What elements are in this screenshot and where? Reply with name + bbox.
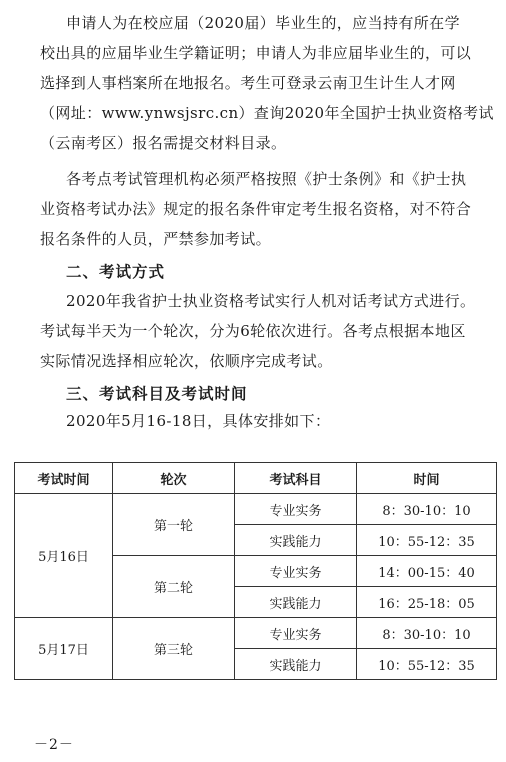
paragraph-qualification-review [40,164,486,254]
date-cell: 5月17日 [15,618,113,680]
paragraph-exam-method [40,286,486,376]
header-exam-date: 考试时间 [15,463,113,494]
paragraph-schedule-intro [40,406,486,436]
subject-cell: 实践能力 [235,587,357,618]
round-cell: 第二轮 [113,556,235,618]
text-line: 校出具的应届毕业生学籍证明；申请人为非应届毕业生的，可以 [40,44,472,62]
text-line: 选择到人事档案所在地报名。考生可登录云南卫生计生人才网 [40,74,456,92]
subject-cell: 实践能力 [235,525,357,556]
text-line: （云南考区）报名需提交材料目录。 [40,134,287,152]
time-cell: 8：30-10：10 [357,618,497,649]
subject-cell: 专业实务 [235,618,357,649]
header-round: 轮次 [113,463,235,494]
subject-cell: 专业实务 [235,494,357,525]
subject-cell: 实践能力 [235,649,357,680]
section-heading-exam-schedule: 三、考试科目及考试时间 [66,385,248,403]
page-number: －2－ [34,737,74,753]
header-time: 时间 [357,463,497,494]
time-cell: 8：30-10：10 [357,494,497,525]
section-heading-exam-method: 二、考试方式 [66,263,166,281]
subject-cell: 专业实务 [235,556,357,587]
round-cell: 第三轮 [113,618,235,680]
date-cell: 5月16日 [15,494,113,618]
text-line: 实际情况选择相应轮次，依顺序完成考试。 [40,352,333,370]
text-line: 各考点考试管理机构必须严格按照《护士条例》和《护士执 [66,170,467,188]
table-row [15,618,497,649]
text-line: 报名条件的人员，严禁参加考试。 [40,230,272,248]
time-cell: 14：00-15：40 [357,556,497,587]
text-line: 申请人为在校应届（2020届）毕业生的，应当持有所在学 [66,14,460,32]
time-cell: 10：55-12：35 [357,649,497,680]
text-line: 2020年我省护士执业资格考试实行人机对话考试方式进行。 [66,292,476,310]
header-subject: 考试科目 [235,463,357,494]
text-line: 考试每半天为一个轮次，分为6轮依次进行。各考点根据本地区 [40,322,466,340]
round-cell: 第一轮 [113,494,235,556]
text-line: 业资格考试办法》规定的报名条件审定考生报名资格，对不符合 [40,200,472,218]
text-line: 2020年5月16-18日，具体安排如下： [66,412,331,430]
time-cell: 16：25-18：05 [357,587,497,618]
exam-schedule-table [14,462,497,680]
table-row [15,494,497,525]
table-header-row [15,463,497,494]
text-line: （网址：www.ynwsjsrc.cn）查询2020年全国护士执业资格考试 [40,104,494,122]
time-cell: 10：55-12：35 [357,525,497,556]
paragraph-application-requirements [40,8,494,158]
